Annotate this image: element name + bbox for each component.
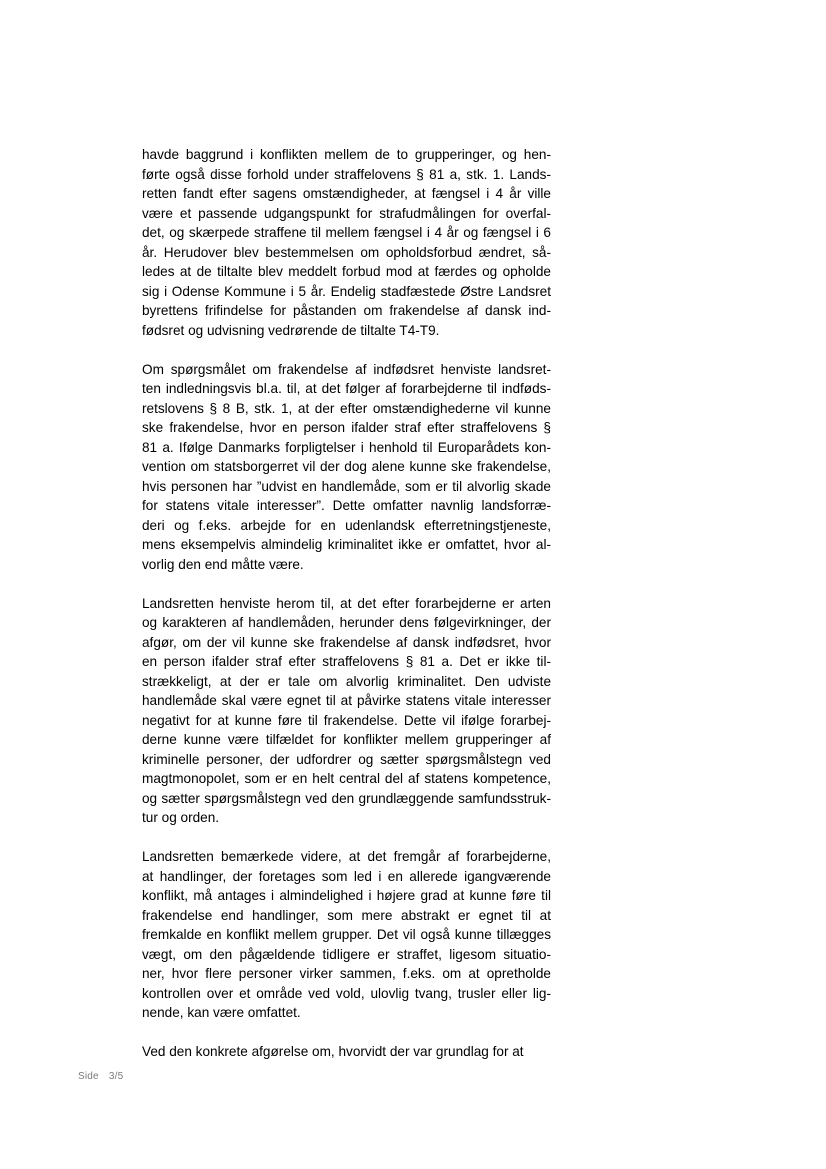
paragraph xyxy=(142,847,551,1023)
text-line: mens eksempelvis almindelig kriminalitet ikke er omfattet, hvor al- xyxy=(142,537,551,552)
text-line: magtmonopolet, som er en helt central del af statens kompetence, xyxy=(142,771,551,786)
text-line: frakendelse end handlinger, som mere abstrakt er egnet til at xyxy=(142,907,551,923)
text-line: havde baggrund i konflikten mellem de to grupperinger, og hen- xyxy=(142,147,551,162)
text-line: for statens vitale interesser”. Dette omfatter navnlig landsforræ- xyxy=(142,498,551,513)
text-line: at handlinger, der foretages som led i en allerede igangværende xyxy=(142,868,551,884)
text-line: vorlig den end måtte være. xyxy=(142,556,304,572)
text-line: nende, kan være omfattet. xyxy=(142,1005,301,1020)
text-line: ten indledningsvis bl.a. til, at det følger af forarbejderne til indføds- xyxy=(142,381,551,396)
text-line: konflikt, må antages i almindelighed i højere grad at kunne føre til xyxy=(142,888,551,903)
text-line: strækkeligt, at der er tale om alvorlig kriminalitet. Den udviste xyxy=(142,673,551,689)
text-line: Ved den konkrete afgørelse om, hvorvidt der var grundlag for at xyxy=(142,1044,524,1059)
paragraph xyxy=(142,145,551,340)
text-line: afgør, om der vil kunne ske frakendelse af dansk indfødsret, hvor xyxy=(142,634,551,650)
paragraph xyxy=(142,1042,551,1062)
text-line: negativt for at kunne føre til frakendelse. Dette vil ifølge forarbej- xyxy=(142,712,551,728)
text-line: vægt, om den pågældende tidligere er straffet, ligesom situatio- xyxy=(142,946,551,962)
text-line: år. Herudover blev bestemmelsen om opholdsforbud ændret, så- xyxy=(142,244,551,260)
text-line: byrettens frifindelse for påstanden om frakendelse af dansk ind- xyxy=(142,303,551,318)
text-line: hvis personen har ”udvist en handlemåde, som er til alvorlig skade xyxy=(142,478,551,494)
text-line: ledes at de tiltalte blev meddelt forbud mod at færdes og opholde xyxy=(142,264,551,279)
text-line: Om spørgsmålet om frakendelse af indfødsret henviste landsret- xyxy=(142,361,551,377)
text-line: deri og f.eks. arbejde for en udenlandsk efterretningstjeneste, xyxy=(142,517,551,533)
text-line: fremkalde en konflikt mellem grupper. Det vil også kunne tillægges xyxy=(142,927,551,942)
text-line: 81 a. Ifølge Danmarks forpligtelser i henhold til Europarådets kon- xyxy=(142,439,551,455)
text-line: og sætter spørgsmålstegn ved den grundlæggende samfundsstruk- xyxy=(142,790,551,806)
text-line: retten fandt efter sagens omstændigheder, at fængsel i 4 år ville xyxy=(142,186,551,201)
text-line: og karakteren af handlemåden, herunder dens følgevirkninger, der xyxy=(142,615,551,630)
text-line: handlemåde skal være egnet til at påvirke statens vitale interesser xyxy=(142,693,551,708)
text-line: kriminelle personer, der udfordrer og sætter spørgsmålstegn ved xyxy=(142,751,551,767)
text-line: kontrollen over et område ved vold, ulovlig tvang, trusler eller lig- xyxy=(142,985,551,1001)
text-line: sig i Odense Kommune i 5 år. Endelig stadfæstede Østre Landsret xyxy=(142,283,551,299)
text-line: være et passende udgangspunkt for strafudmålingen for overfal- xyxy=(142,205,551,221)
text-line: tur og orden. xyxy=(142,810,220,825)
text-line: Landsretten henviste herom til, at det efter forarbejderne er arten xyxy=(142,595,551,611)
text-line: retslovens § 8 B, stk. 1, at der efter omstændighederne vil kunne xyxy=(142,400,551,416)
page-footer xyxy=(78,1071,123,1082)
text-line: derne kunne være tilfældet for konflikter mellem grupperinger af xyxy=(142,732,551,747)
footer-label: Side xyxy=(78,1071,99,1082)
text-line: ske frakendelse, hvor en person ifalder straf efter straffelovens § xyxy=(142,420,551,435)
text-line: ner, hvor flere personer virker sammen, f.eks. om at opretholde xyxy=(142,966,551,981)
text-line: en person ifalder straf efter straffelovens § 81 a. Det er ikke til- xyxy=(142,654,551,669)
paragraph xyxy=(142,594,551,828)
page-number: 3/5 xyxy=(108,1071,124,1082)
paragraph xyxy=(142,360,551,575)
text-line: førte også disse forhold under straffelovens § 81 a, stk. 1. Lands- xyxy=(142,166,551,182)
text-line: fødsret og udvisning vedrørende de tiltalte T4-T9. xyxy=(142,322,440,338)
text-line: Landsretten bemærkede videre, at det fremgår af forarbejderne, xyxy=(142,849,551,864)
text-line: vention om statsborgerret vil der dog alene kunne ske frakendelse, xyxy=(142,459,551,474)
document-body xyxy=(142,145,551,1081)
text-line: det, og skærpede straffene til mellem fængsel i 4 år og fængsel i 6 xyxy=(142,225,551,240)
